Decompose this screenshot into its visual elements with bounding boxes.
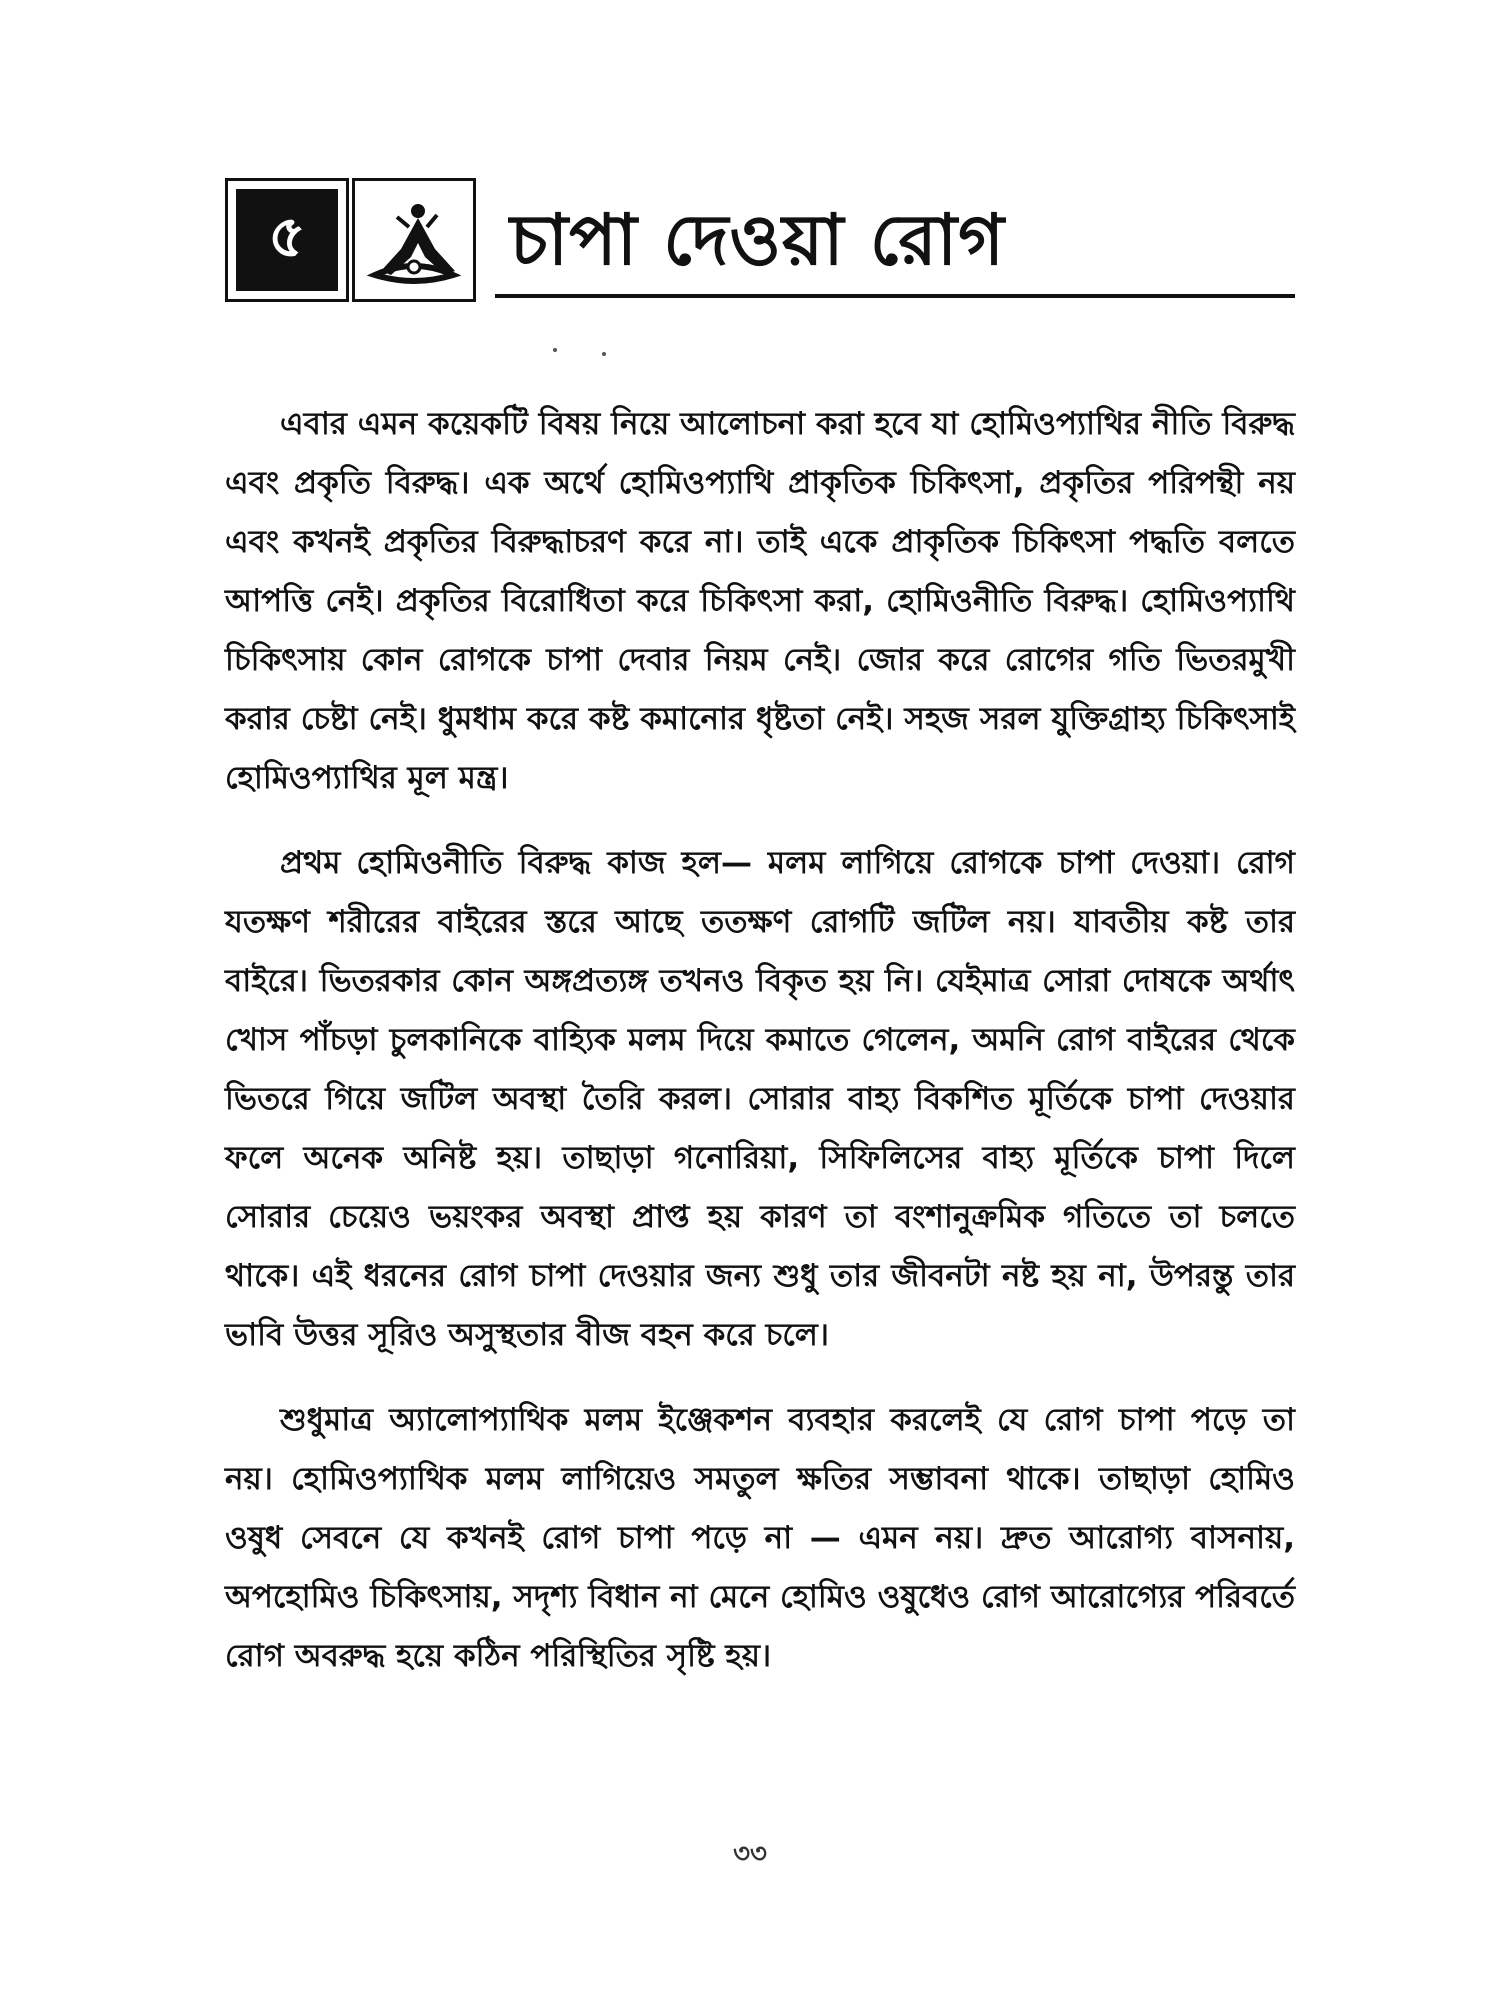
title-underline	[495, 294, 1295, 298]
chapter-number: ৫	[236, 189, 338, 291]
page-number: ৩৩	[733, 1839, 767, 1869]
chapter-logo-box	[352, 178, 476, 302]
paragraph: শুধুমাত্র অ্যালোপ্যাথিক মলম ইঞ্জেকশন ব্যবহার করলেই যে রোগ চাপা পড়ে তা নয়। হোমিওপ্যাথিক মলম লাগিয়েও সমতুল ক্ষতির সম্ভাবনা থাকে। তাছাড়া হোমিও ওষুধ সেবনে যে কখনই রোগ চাপা পড়ে না — এমন নয়। দ্রুত আরোগ্য বাসনায়, অপহোমিও চিকিৎসায়, সদৃশ্য বিধান না মেনে হোমিও ওষুধেও রোগ আরোগ্যের পরিবর্তে রোগ অবরুদ্ধ হয়ে কঠিন পরিস্থিতির সৃষ্টি হয়।	[225, 1402, 1295, 1674]
paragraph: এবার এমন কয়েকটি বিষয় নিয়ে আলোচনা করা হবে যা হোমিওপ্যাথির নীতি বিরুদ্ধ এবং প্রকৃতি বিরুদ্ধ। এক অর্থে হোমিওপ্যাথি প্রাকৃতিক চিকিৎসা, প্রকৃতির পরিপন্থী নয় এবং কখনই প্রকৃতির বিরুদ্ধাচরণ করে না। তাই একে প্রাকৃতিক চিকিৎসা পদ্ধতি বলতে আপত্তি নেই। প্রকৃতির বিরোধিতা করে চিকিৎসা করা, হোমিওনীতি বিরুদ্ধ। হোমিওপ্যাথি চিকিৎসায় কোন রোগকে চাপা দেবার নিয়ম নেই। জোর করে রোগের গতি ভিতরমুখী করার চেষ্টা নেই। ধুমধাম করে কষ্ট কমানোর ধৃষ্টতা নেই। সহজ সরল যুক্তিগ্রাহ্য চিকিৎসাই হোমিওপ্যাথির মূল মন্ত্র।	[225, 406, 1295, 796]
meditation-figure-icon	[361, 187, 467, 293]
speck	[553, 348, 557, 352]
paragraph: প্রথম হোমিওনীতি বিরুদ্ধ কাজ হল— মলম লাগিয়ে রোগকে চাপা দেওয়া। রোগ যতক্ষণ শরীরের বাইরের স্তরে আছে ততক্ষণ রোগটি জটিল নয়। যাবতীয় কষ্ট তার বাইরে। ভিতরকার কোন অঙ্গপ্রত্যঙ্গ তখনও বিকৃত হয় নি। যেইমাত্র সোরা দোষকে অর্থাৎ খোস পাঁচড়া চুলকানিকে বাহ্যিক মলম দিয়ে কমাতে গেলেন, অমনি রোগ বাইরের থেকে ভিতরে গিয়ে জটিল অবস্থা তৈরি করল। সোরার বাহ্য বিকশিত মূর্তিকে চাপা দেওয়ার ফলে অনেক অনিষ্ট হয়। তাছাড়া গনোরিয়া, সিফিলিসের বাহ্য মূর্তিকে চাপা দিলে সোরার চেয়েও ভয়ংকর অবস্থা প্রাপ্ত হয় কারণ তা বংশানুক্রমিক গতিতে তা চলতে থাকে। এই ধরনের রোগ চাপা দেওয়ার জন্য শুধু তার জীবনটা নষ্ট হয় না, উপরন্তু তার ভাবি উত্তর সূরিও অসুস্থতার বীজ বহন করে চলে।	[225, 845, 1295, 1353]
chapter-header	[225, 178, 1295, 303]
speck	[602, 352, 606, 356]
body-text	[225, 395, 1295, 1712]
chapter-title: চাপা দেওয়া রোগ	[510, 199, 1005, 281]
chapter-number-box	[225, 178, 349, 302]
